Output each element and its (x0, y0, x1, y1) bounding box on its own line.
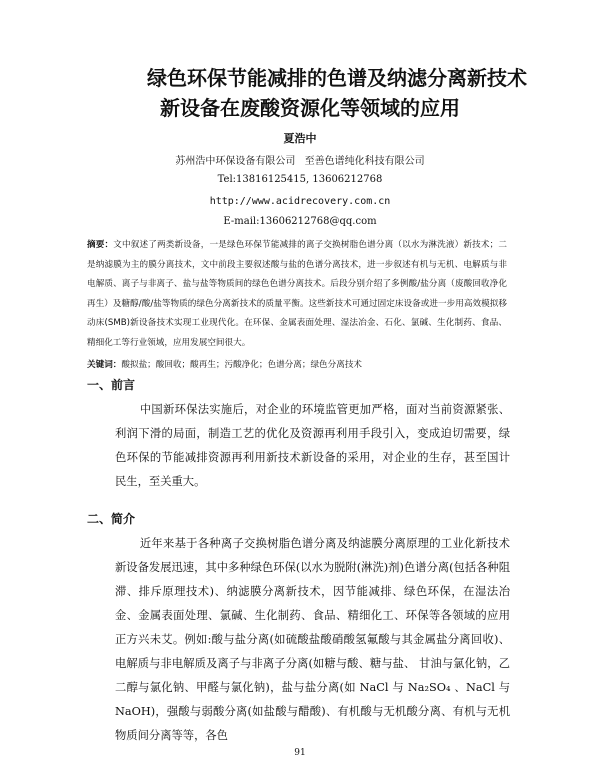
paper-title-line2: 新设备在废酸资源化等领域的应用 (160, 96, 460, 120)
section2-heading: 二、简介 (87, 512, 136, 526)
page-number: 91 (294, 748, 306, 758)
email-address[interactable]: E-mail:13606212768@qq.com (223, 216, 377, 227)
abstract-text: 文中叙述了两类新设备，一是绿色环保节能减排的离子交换树脂色谱分离（以水为淋洗液）新技术；二是纳滤膜为主的膜分离技术，文中前段主要叙述酸与盐的色谱分离技术，进一步叙述有机与无机、电解质与非电解质、离子与非离子、盐与盐等物质间的绿色色谱分离技术。后段分别介绍了多例酸/盐分离（废酸回收净化再生）及糖醇/酸/盐等物质的绿色分离新技术的质量平衡。这些新技术可通过固定床设备或进一步用高效模拟移动床(SMB)新设备技术实现工业现代化。在环保、金属表面处理、湿法冶金、石化、氯碱、生化制药、食品、精细化工等行业领域，应用发展空间很大。 (87, 240, 507, 348)
section1-heading: 一、前言 (87, 378, 136, 392)
affiliations: 苏州浩中环保设备有限公司 至善色谱纯化科技有限公司 (175, 156, 425, 167)
abstract-label: 摘要： (87, 240, 114, 250)
paper-title-line1: 绿色环保节能减排的色谱及纳滤分离新技术 (147, 66, 527, 90)
author: 夏浩中 (283, 132, 317, 145)
website-link[interactable]: http://www.acidrecovery.com.cn (209, 196, 391, 207)
keywords-label: 关键词： (87, 360, 122, 370)
keywords-text: 酸拟盐；酸回收；酸再生；污酸净化；色谱分离；绿色分离技术 (121, 360, 363, 370)
section1-paragraph: 中国新环保法实施后，对企业的环境监管更加严格，面对当前资源紧张、利润下滑的局面，制造工艺的优化及资源再利用手段引入，变成迫切需要，绿色环保的节能减排资源再利用新技术新设备的采用，对企业的生存，甚至国计民生，至关重大。 (115, 403, 510, 488)
keywords (87, 358, 507, 370)
section2-paragraph: 近年来基于各种离子交换树脂色谱分离及纳滤膜分离原理的工业化新技术新设备发展迅速，其中多种绿色环保(以水为脱附(淋洗)剂)色谱分离(包括各种阻滞、排斥原理技术)、纳滤膜分离新技术，因节能减排、绿色环保，在湿法冶金、金属表面处理、氯碱、生化制药、食品、精细化工、环保等各领域的应用正方兴未艾。例如:酸与盐分离(如硫酸盐酸硝酸氢氟酸与其金属盐分离回收)、电解质与非电解质及离子与非离子分离(如糖与酸、糖与盐、 甘油与氯化钠，乙二醇与氯化钠、甲醛与氯化钠)，盐与盐分离(如 NaCl 与 Na₂SO₄ 、NaCl 与 NaOH)，强酸与弱酸分离(如盐酸与醋酸)、有机酸与无机酸分离、有机与无机物质间分离等等，各色 (115, 537, 510, 742)
abstract (87, 236, 507, 353)
telephone: Tel:13816125415, 13606212768 (217, 174, 383, 185)
